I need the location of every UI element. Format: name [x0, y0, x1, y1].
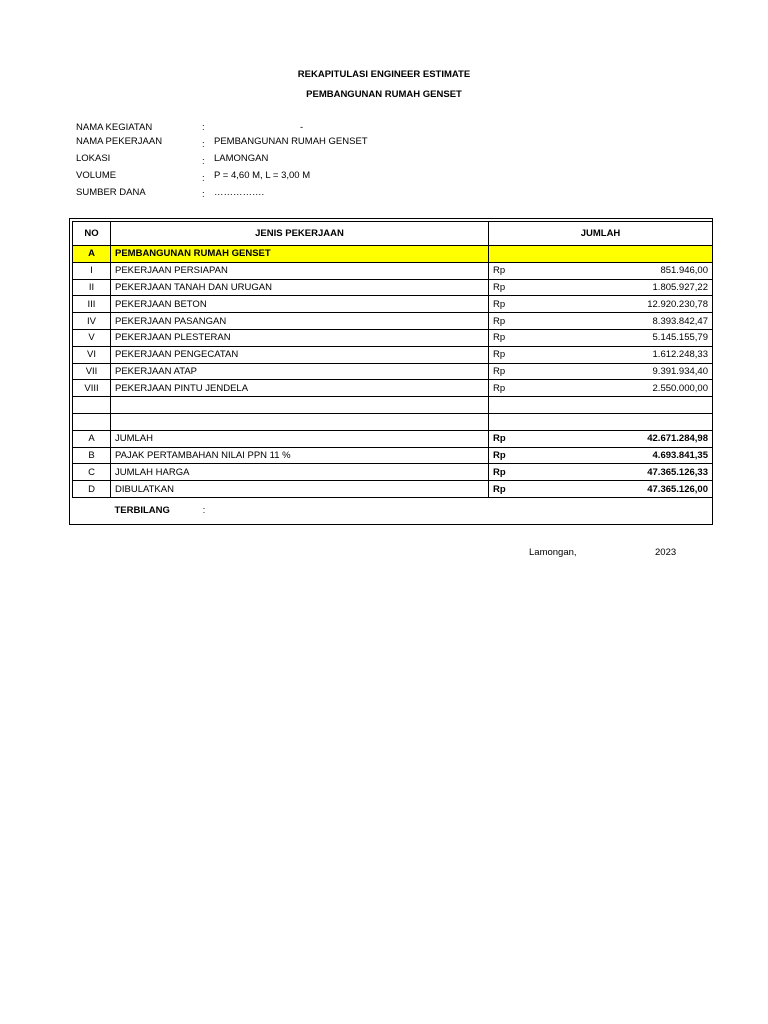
signature-place: Lamongan,: [529, 547, 577, 558]
terbilang-row: [73, 497, 713, 524]
row-currency: Rp: [489, 296, 529, 313]
summary-no: A: [73, 430, 111, 447]
info-label: NAMA KEGIATAN: [76, 122, 153, 133]
section-row: [73, 246, 713, 263]
info-row-lokasi: [76, 153, 396, 167]
terbilang-colon: :: [202, 505, 206, 517]
info-value: PEMBANGUNAN RUMAH GENSET: [214, 136, 368, 147]
row-job: PEKERJAAN ATAP: [111, 363, 489, 380]
summary-label: PAJAK PERTAMBAHAN NILAI PPN 11 %: [111, 447, 489, 464]
info-row-sumber-dana: [76, 187, 396, 201]
row-no: VIII: [73, 380, 111, 397]
summary-currency: Rp: [489, 430, 529, 447]
summary-no: B: [73, 447, 111, 464]
header-job: JENIS PEKERJAAN: [111, 222, 489, 246]
info-value: P = 4,60 M, L = 3,00 M: [214, 170, 311, 181]
table-row: [73, 346, 713, 363]
info-row-pekerjaan: [76, 136, 396, 150]
terbilang-label: TERBILANG: [114, 505, 170, 517]
row-job: PEKERJAAN TANAH DAN URUGAN: [111, 279, 489, 296]
row-currency: Rp: [489, 329, 529, 346]
row-currency: Rp: [489, 313, 529, 330]
summary-no: C: [73, 464, 111, 481]
empty-row: [73, 397, 713, 414]
table-row: [73, 296, 713, 313]
summary-row: [73, 481, 713, 498]
info-value: …………….: [214, 187, 265, 198]
row-no: I: [73, 262, 111, 279]
row-amount: 12.920.230,78: [529, 296, 713, 313]
summary-row: [73, 430, 713, 447]
table-row: [73, 363, 713, 380]
summary-label: JUMLAH: [111, 430, 489, 447]
row-amount: 851.946,00: [529, 262, 713, 279]
row-currency: Rp: [489, 262, 529, 279]
row-amount: 1.805.927,22: [529, 279, 713, 296]
row-job: PEKERJAAN PASANGAN: [111, 313, 489, 330]
info-value: LAMONGAN: [214, 153, 269, 164]
table-row: [73, 279, 713, 296]
row-amount: 5.145.155,79: [529, 329, 713, 346]
summary-amount: 47.365.126,00: [529, 481, 713, 498]
summary-no: D: [73, 481, 111, 498]
summary-amount: 42.671.284,98: [529, 430, 713, 447]
info-row-kegiatan: [76, 122, 376, 136]
header-amount: JUMLAH: [489, 222, 713, 246]
document-title: REKAPITULASI ENGINEER ESTIMATE: [297, 69, 471, 80]
summary-currency: Rp: [489, 464, 529, 481]
info-label: VOLUME: [76, 170, 117, 181]
row-no: VII: [73, 363, 111, 380]
row-job: PEKERJAAN PLESTERAN: [111, 329, 489, 346]
info-colon: :: [202, 189, 205, 200]
info-row-volume: [76, 170, 396, 184]
signature-year: 2023: [655, 547, 677, 558]
row-no: V: [73, 329, 111, 346]
header-no: NO: [73, 222, 111, 246]
info-label: NAMA PEKERJAAN: [76, 136, 163, 147]
row-currency: Rp: [489, 363, 529, 380]
row-amount: 2.550.000,00: [529, 380, 713, 397]
info-colon: :: [202, 122, 205, 133]
row-no: II: [73, 279, 111, 296]
info-colon: :: [202, 139, 205, 150]
section-empty-cell: [489, 246, 713, 263]
summary-label: JUMLAH HARGA: [111, 464, 489, 481]
row-no: VI: [73, 346, 111, 363]
row-currency: Rp: [489, 346, 529, 363]
info-colon: :: [202, 156, 205, 167]
info-colon: :: [202, 173, 205, 184]
row-job: PEKERJAAN PENGECATAN: [111, 346, 489, 363]
row-job: PEKERJAAN PERSIAPAN: [111, 262, 489, 279]
row-job: PEKERJAAN BETON: [111, 296, 489, 313]
section-title: PEMBANGUNAN RUMAH GENSET: [111, 246, 489, 263]
table-row: [73, 380, 713, 397]
row-currency: Rp: [489, 279, 529, 296]
summary-row: [73, 447, 713, 464]
row-currency: Rp: [489, 380, 529, 397]
document-subtitle: PEMBANGUNAN RUMAH GENSET: [306, 89, 462, 100]
row-amount: 8.393.842,47: [529, 313, 713, 330]
summary-amount: 4.693.841,35: [529, 447, 713, 464]
table-row: [73, 313, 713, 330]
row-amount: 1.612.248,33: [529, 346, 713, 363]
info-value: -: [300, 122, 304, 133]
row-job: PEKERJAAN PINTU JENDELA: [111, 380, 489, 397]
summary-amount: 47.365.126,33: [529, 464, 713, 481]
section-no: A: [73, 246, 111, 263]
info-label: LOKASI: [76, 153, 111, 164]
summary-label: DIBULATKAN: [111, 481, 489, 498]
table-row: [73, 262, 713, 279]
row-no: IV: [73, 313, 111, 330]
row-no: III: [73, 296, 111, 313]
estimate-table: [72, 221, 713, 524]
table-row: [73, 329, 713, 346]
info-label: SUMBER DANA: [76, 187, 146, 198]
summary-currency: Rp: [489, 447, 529, 464]
summary-currency: Rp: [489, 481, 529, 498]
summary-row: [73, 464, 713, 481]
empty-row: [73, 413, 713, 430]
row-amount: 9.391.934,40: [529, 363, 713, 380]
table-header-row: [73, 222, 713, 246]
